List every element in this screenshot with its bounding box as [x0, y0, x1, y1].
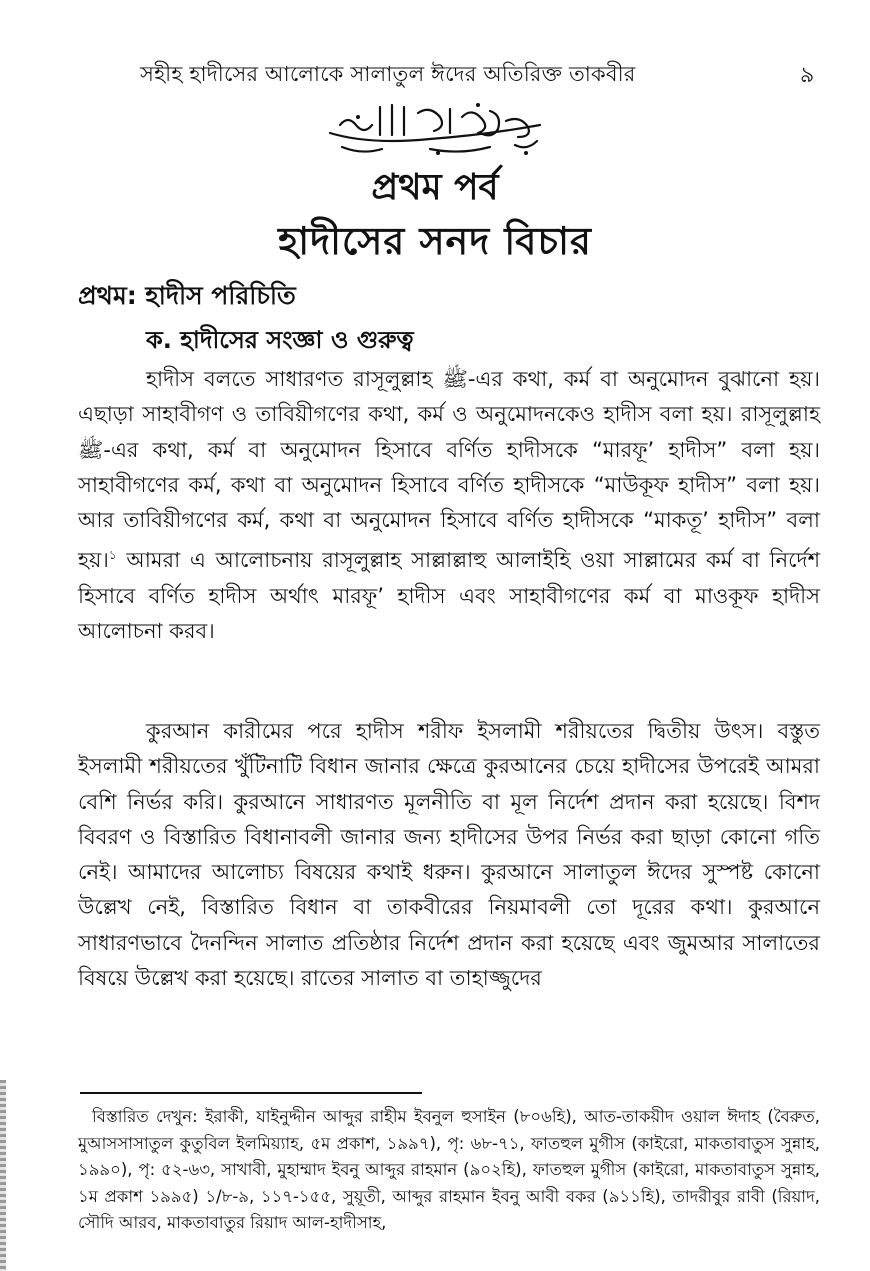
- scan-edge-artifact: [0, 1080, 6, 1271]
- paragraph-2-text: কুরআন কারীমের পরে হাদীস শরীফ ইসলামী শরীয়তের দ্বিতীয় উৎস। বস্তুত ইসলামী শরীয়তের খুঁটিনাটি বিধান জানার ক্ষেত্রে কুরআনের চেয়ে হাদীসের উপরেই আমরা বেশি নির্ভর করি। কুরআনে সাধারণত মূলনীতি বা মূল নির্দেশ প্রদান করা হয়েছে। বিশদ বিবরণ ও বিস্তারিত বিধানাবলী জানার জন্য হাদীসের উপর নির্ভর করা ছাড়া কোনো গতি নেই। আমাদের আলোচ্য বিষয়ের কথাই ধরুন। কুরআনে সালাতুল ঈদের সুস্পষ্ট কোনো উল্লেখ নেই, বিস্তারিত বিধান বা তাকবীরের নিয়মাবলী তো দূরের কথা। কুরআনে সাধারণভাবে দৈনন্দিন সালাত প্রতিষ্ঠার নির্দেশ প্রদান করা হয়েছে এবং জুমআর সালাতের বিষয়ে উল্লেখ করা হয়েছে। রাতের সালাত বা তাহাজ্জুদের: [78, 719, 820, 991]
- paragraph-2: [78, 714, 820, 996]
- footnote-divider: [80, 1092, 422, 1094]
- paragraph-1: [78, 362, 820, 649]
- footnote: [78, 1104, 820, 1237]
- heading-hadith-introduction: প্রথম: হাদীস পরিচিতি: [78, 281, 296, 310]
- bismillah-calligraphy: [310, 95, 560, 165]
- running-header: সহীহ হাদীসের আলোকে সালাতুল ঈদের অতিরিক্ত তাকবীর: [140, 62, 636, 86]
- paragraph-1-continued: আমরা এ আলোচনায় রাসূলুল্লাহ সাল্লাল্লাহু আলাইহি ওয়া সাল্লামের কর্ম বা নির্দেশ হিসাবে বর্ণিত হাদীস অর্থাৎ মারফূ’ হাদীস এবং সাহাবীগণের কর্ম বা মাওকূফ হাদীস আলোচনা করব।: [78, 548, 820, 644]
- footnote-text: বিস্তারিত দেখুন: ইরাকী, যাইনুদ্দীন আব্দুর রাহীম ইবনুল হুসাইন (৮০৬হি), আত-তাকয়ীদ ওয়াল ঈদাহ (বৈরুত, মুআসসাসাতুল কুতুবিল ইলমিয়্যাহ, ৫ম প্রকাশ, ১৯৯৭), পৃ: ৬৮-৭১, ফাতহুল মুগীস (কাইরো, মাকতাবাতুস সুন্নাহ, ১৯৯০), পৃ: ৫২-৬৩, সাখাবী, মুহাম্মাদ ইবনু আব্দুর রাহমান (৯০২হি), ফাতহুল মুগীস (কাইরো, মাকতাবাতুস সুন্নাহ, ১ম প্রকাশ ১৯৯৫) ১/৮-৯, ১১৭-১৫৫, সুয়ূতী, আব্দুর রাহমান ইবনু আবী বকর (৯১১হি), তাদরীবুর রাবী (রিয়াদ, সৌদি আরব, মাকতাবাতুর রিয়াদ আল-হাদীসাহ,: [78, 1107, 820, 1232]
- paragraph-1-text: হাদীস বলতে সাধারণত রাসূলুল্লাহ ﷺ-এর কথা, কর্ম বা অনুমোদন বুঝানো হয়। এছাড়া সাহাবীগণ ও তাবিয়ীগণের কথা, কর্ম ও অনুমোদনকেও হাদীস বলা হয়। রাসূলুল্লাহ ﷺ-এর কথা, কর্ম বা অনুমোদন হিসাবে বর্ণিত হাদীসকে “মারফূ’ হাদীস” বলা হয়। সাহাবীগণের কর্ম, কথা বা অনুমোদন হিসাবে বর্ণিত হাদীসকে “মাউকূফ হাদীস” বলা হয়। আর তাবিয়ীগণের কর্ম, কথা বা অনুমোদন হিসাবে বর্ণিত হাদীসকে “মাকতূ’ হাদীস” বলা হয়।: [78, 367, 820, 573]
- section-title: হাদীসের সনদ বিচার: [278, 219, 592, 263]
- heading-definition-importance: ক. হাদীসের সংজ্ঞা ও গুরুত্ব: [146, 326, 414, 354]
- page-number: ৯: [800, 63, 815, 88]
- footnote-reference: ১: [108, 548, 117, 563]
- part-title: প্রথম পর্ব: [371, 167, 499, 208]
